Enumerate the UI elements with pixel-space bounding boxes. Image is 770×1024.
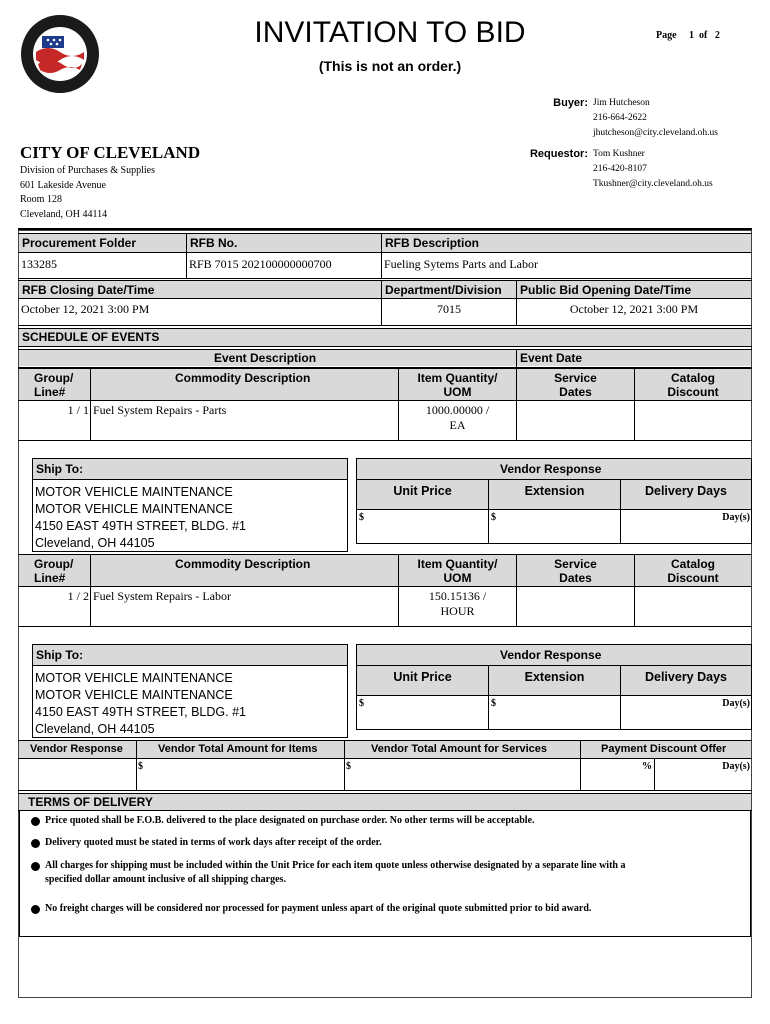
buyer-phone: 216-664-2622 — [593, 113, 647, 123]
ship-to-label: Ship To: — [36, 462, 84, 476]
rfb-description-label: RFB Description — [385, 236, 480, 250]
city-name: CITY OF CLEVELAND — [20, 143, 201, 162]
unit-price-header: Unit Price — [393, 670, 452, 684]
document-title: INVITATION TO BID — [254, 16, 526, 49]
event-description-label: Event Description — [214, 351, 317, 365]
bullet-icon — [31, 839, 40, 848]
term-2: Delivery quoted must be stated in terms of work days after receipt of the order. — [45, 837, 382, 848]
city-address: Division of Purchases & Supplies 601 Lakeside Avenue Room 128 Cleveland, OH 44114 — [20, 165, 155, 220]
totals-vendor-response-label: Vendor Response — [30, 743, 123, 755]
commodity-description-header: Commodity Description — [175, 557, 311, 571]
line-description: Fuel System Repairs - Parts — [93, 403, 227, 417]
bullet-icon — [31, 905, 40, 914]
payment-discount-label: Payment Discount Offer — [601, 743, 727, 755]
line-number: 1 / 1 — [67, 403, 89, 417]
discount-days-input[interactable]: Day(s) — [722, 761, 750, 772]
closing-date-value: October 12, 2021 3:00 PM — [21, 302, 150, 316]
terms-title: TERMS OF DELIVERY — [28, 795, 153, 809]
schedule-of-events-label: SCHEDULE OF EVENTS — [22, 330, 160, 344]
delivery-days-input[interactable]: Day(s) — [722, 698, 750, 709]
line-number: 1 / 2 — [67, 589, 89, 603]
ship-to-label: Ship To: — [36, 648, 84, 662]
city-seal-logo — [20, 14, 100, 94]
extension-input[interactable]: $ — [491, 512, 496, 523]
extension-input[interactable]: $ — [491, 698, 496, 709]
rfb-no-value: RFB 7015 202100000000700 — [189, 257, 332, 271]
total-services-input[interactable]: $ — [346, 761, 351, 772]
procurement-folder-value: 133285 — [21, 257, 57, 271]
total-services-label: Vendor Total Amount for Services — [371, 743, 548, 755]
buyer-info — [593, 96, 718, 141]
line-description: Fuel System Repairs - Labor — [93, 589, 231, 603]
closing-date-label: RFB Closing Date/Time — [22, 283, 155, 297]
total-items-input[interactable]: $ — [138, 761, 143, 772]
bid-opening-label: Public Bid Opening Date/Time — [520, 283, 692, 297]
line-quantity: 150.15136 / HOUR — [428, 589, 487, 618]
buyer-name: Jim Hutcheson — [593, 98, 650, 108]
unit-price-header: Unit Price — [393, 484, 452, 498]
extension-header: Extension — [524, 484, 585, 498]
term-1: Price quoted shall be F.O.B. delivered to the place designated on purchase order. No other terms will be acceptable. — [45, 815, 535, 826]
requestor-name: Tom Kushner — [593, 149, 645, 159]
delivery-days-header: Delivery Days — [644, 484, 727, 498]
vendor-response-label: Vendor Response — [500, 648, 602, 662]
discount-percent-input[interactable]: % — [642, 761, 652, 772]
line-quantity: 1000.00000 / EA — [425, 403, 490, 432]
requestor-phone: 216-420-8107 — [593, 164, 647, 174]
term-4: No freight charges will be considered nor processed for payment unless apart of the original quote submitted prior to bid award. — [45, 903, 592, 914]
requestor-label: Requestor: — [529, 148, 588, 160]
requestor-email[interactable]: Tkushner@city.cleveland.oh.us — [593, 179, 713, 189]
bullet-icon — [31, 817, 40, 826]
procurement-folder-label: Procurement Folder — [22, 236, 137, 250]
requestor-info — [593, 147, 713, 192]
buyer-email[interactable]: jhutcheson@city.cleveland.oh.us — [593, 128, 719, 138]
delivery-days-input[interactable]: Day(s) — [722, 512, 750, 523]
rfb-no-label: RFB No. — [190, 236, 238, 250]
department-value: 7015 — [437, 302, 461, 316]
page-indicator: Page 1 of 2 — [656, 30, 720, 41]
delivery-days-header: Delivery Days — [644, 670, 727, 684]
ship-to-address: MOTOR VEHICLE MAINTENANCE MOTOR VEHICLE MAINTENANCE 4150 EAST 49TH STREET, BLDG. #1 Cleveland, OH 44105 — [35, 671, 246, 736]
bullet-icon — [31, 862, 40, 871]
department-label: Department/Division — [385, 283, 502, 297]
ship-to-address: MOTOR VEHICLE MAINTENANCE MOTOR VEHICLE MAINTENANCE 4150 EAST 49TH STREET, BLDG. #1 Cleveland, OH 44105 — [35, 485, 246, 550]
bid-opening-value: October 12, 2021 3:00 PM — [569, 302, 699, 316]
event-date-label: Event Date — [520, 351, 583, 365]
vendor-response-label: Vendor Response — [500, 462, 602, 476]
extension-header: Extension — [524, 670, 585, 684]
unit-price-input[interactable]: $ — [359, 698, 364, 709]
commodity-description-header: Commodity Description — [175, 371, 311, 385]
document-subtitle: (This is not an order.) — [318, 58, 462, 74]
term-3: All charges for shipping must be included within the Unit Price for each item quote unless otherwise designated by a separate line with a specified dollar amount inclusive of all shipping charges. — [45, 860, 626, 885]
unit-price-input[interactable]: $ — [359, 512, 364, 523]
total-items-label: Vendor Total Amount for Items — [158, 743, 318, 755]
buyer-label: Buyer: — [553, 97, 588, 109]
rfb-description-value: Fueling Sytems Parts and Labor — [384, 257, 538, 271]
